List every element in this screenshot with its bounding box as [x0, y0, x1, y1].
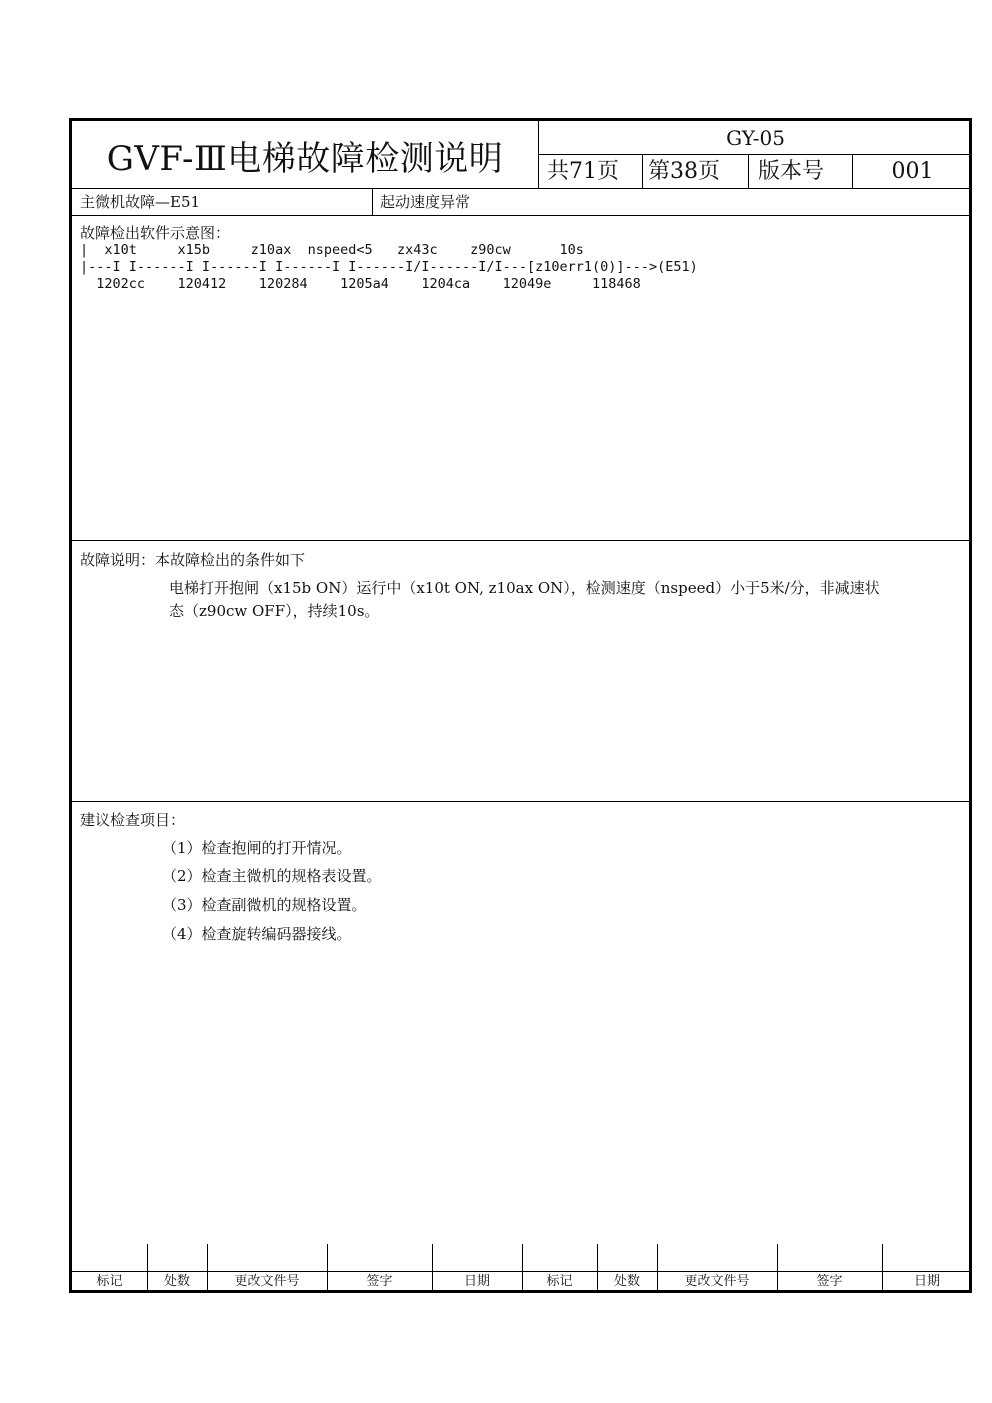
- document-title: GVF-Ⅲ电梯故障检测说明: [106, 138, 504, 179]
- description-line-2: 态（z90cw OFF），持续10s。: [169, 602, 380, 620]
- description-heading: 故障说明：本故障检出的条件如下: [80, 551, 306, 569]
- diagram-heading: 故障检出软件示意图：: [80, 224, 231, 242]
- suggestion-item-1: （1）检查抱闸的打开情况。: [162, 839, 352, 857]
- ladder-address-row: 1202cc 120412 120284 1205a4 1204ca 12049e 118468: [80, 276, 641, 292]
- page-number: 第38页: [648, 159, 720, 184]
- version-value: 001: [891, 159, 934, 184]
- footer-label-changeno-1: 更改文件号: [234, 1274, 300, 1289]
- version-label: 版本号: [758, 159, 825, 184]
- ladder-labels-row: | x10t x15b z10ax nspeed<5 zx43c z90cw 10s: [80, 242, 584, 258]
- fault-name: 起动速度异常: [380, 193, 471, 211]
- footer-label-date-1: 日期: [463, 1274, 490, 1289]
- fault-code: 主微机故障—E51: [80, 193, 201, 211]
- document-frame: [69, 118, 972, 1293]
- suggestion-item-4: （4）检查旋转编码器接线。: [162, 925, 352, 943]
- footer-label-mark-1: 标记: [96, 1274, 123, 1289]
- suggestion-item-3: （3）检查副微机的规格设置。: [162, 896, 367, 914]
- footer-label-date-2: 日期: [913, 1274, 940, 1289]
- footer-label-sign-1: 签字: [366, 1274, 393, 1289]
- footer-label-mark-2: 标记: [546, 1274, 573, 1289]
- suggestion-item-2: （2）检查主微机的规格表设置。: [162, 867, 382, 885]
- document-code: GY-05: [726, 126, 785, 150]
- total-pages: 共71页: [547, 159, 619, 184]
- footer-label-count-2: 处数: [613, 1274, 640, 1289]
- footer-label-changeno-2: 更改文件号: [684, 1274, 750, 1289]
- ladder-diagram-row: |---I I------I I------I I------I I------I/I------I/I---[z10err1(0)]--->(E51): [80, 259, 698, 275]
- description-line-1: 电梯打开抱闸（x15b ON）运行中（x10t ON, z10ax ON），检测速度（nspeed）小于5米/分，非减速状: [169, 579, 880, 597]
- footer-label-count-1: 处数: [163, 1274, 190, 1289]
- footer-label-sign-2: 签字: [816, 1274, 843, 1289]
- suggestions-heading: 建议检查项目：: [80, 811, 186, 829]
